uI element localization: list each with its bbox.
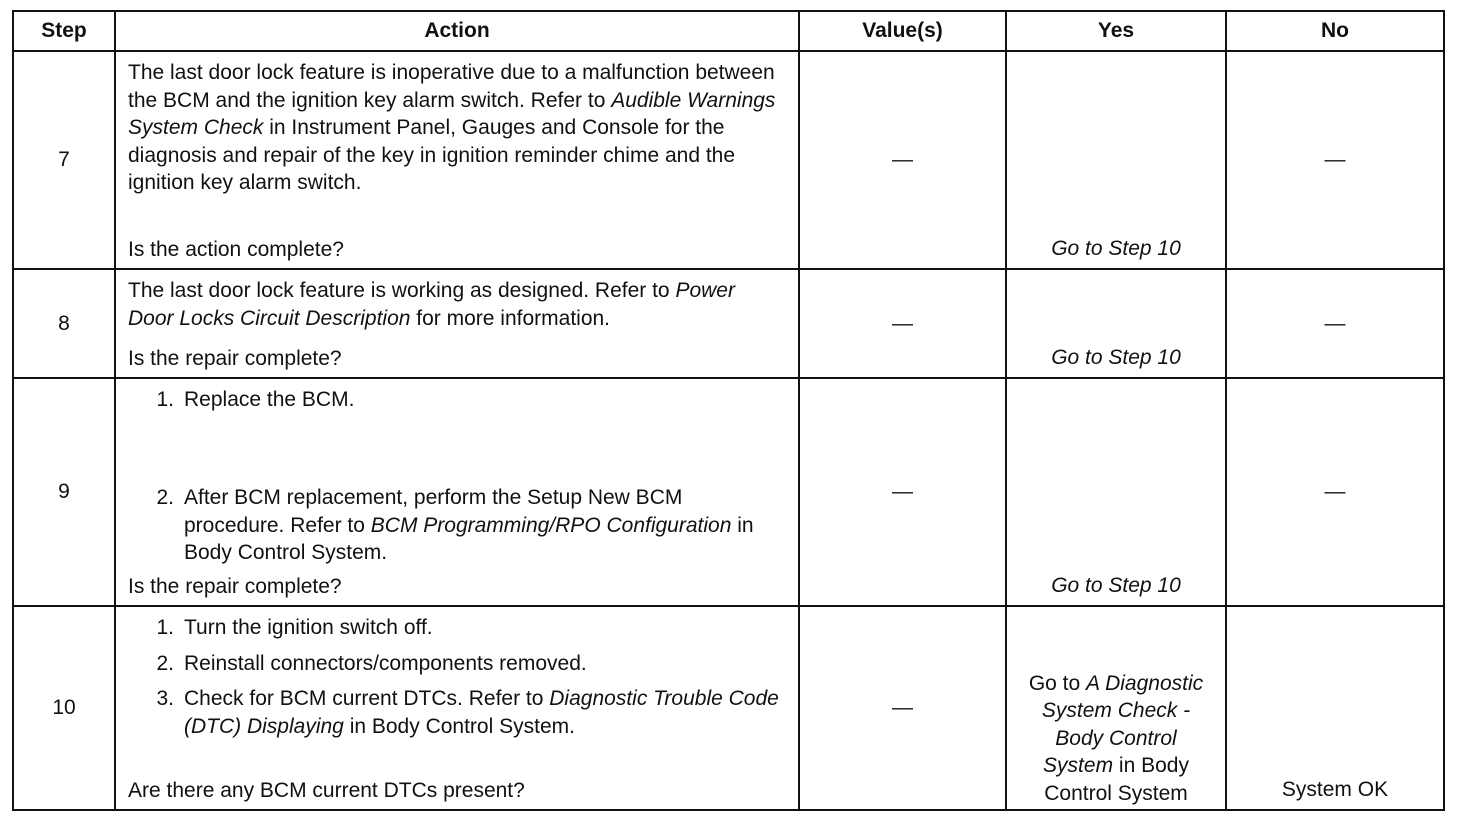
action-text: The last door lock feature is inoperative due to a malfunction between the BCM and the ignition key alarm switch. Refer to Audible Warnings System Check in Instrument Panel, Gauges and Console for the diagnosis and repair of the key in ignition reminder chime and the ignition key alarm switch. <box>128 61 776 194</box>
no-cell: — <box>1226 378 1444 606</box>
diagnostic-table <box>12 10 1445 811</box>
yes-cell: Go to Step 10 <box>1006 378 1226 606</box>
no-cell: System OK <box>1226 606 1444 810</box>
header-step: Step <box>13 11 115 51</box>
yes-cell: Go to Step 10 <box>1006 51 1226 269</box>
header-action: Action <box>115 11 799 51</box>
step-number: 7 <box>13 51 115 269</box>
header-row <box>13 11 1444 51</box>
list-item: 1. Turn the ignition switch off. <box>156 616 433 639</box>
no-cell: — <box>1226 51 1444 269</box>
step-number: 9 <box>13 378 115 606</box>
step-number: 10 <box>13 606 115 810</box>
value-cell: — <box>799 51 1006 269</box>
table-row <box>13 269 1444 378</box>
list-item: 3. Check for BCM current DTCs. Refer to Diagnostic Trouble Code (DTC) Displaying in Body Control System. <box>156 687 779 738</box>
action-list <box>128 614 786 740</box>
table-row <box>13 378 1444 606</box>
action-question: Is the repair complete? <box>128 346 342 370</box>
value-cell: — <box>799 606 1006 810</box>
action-question: Is the repair complete? <box>128 574 342 598</box>
list-item: 2. After BCM replacement, perform the Setup New BCM procedure. Refer to BCM Programming/RPO Configuration in Body Control System. <box>156 486 754 564</box>
action-text: The last door lock feature is working as designed. Refer to Power Door Locks Circuit Description for more information. <box>128 279 735 330</box>
list-item: 2. Reinstall connectors/components removed. <box>156 651 587 675</box>
list-item: 1. Replace the BCM. <box>156 388 355 411</box>
action-question: Is the action complete? <box>128 237 344 261</box>
header-yes: Yes <box>1006 11 1226 51</box>
action-cell <box>115 378 799 606</box>
action-cell <box>115 606 799 810</box>
action-question: Are there any BCM current DTCs present? <box>128 778 525 802</box>
header-values: Value(s) <box>799 11 1006 51</box>
no-cell: — <box>1226 269 1444 378</box>
table-row <box>13 51 1444 269</box>
value-cell: — <box>799 378 1006 606</box>
action-list <box>128 386 786 567</box>
step-number: 8 <box>13 269 115 378</box>
action-cell <box>115 51 799 269</box>
value-cell: — <box>799 269 1006 378</box>
yes-cell: Go to A Diagnostic System Check - Body Control System in Body Control System <box>1006 606 1226 810</box>
header-no: No <box>1226 11 1444 51</box>
yes-cell: Go to Step 10 <box>1006 269 1226 378</box>
action-cell <box>115 269 799 378</box>
table-row <box>13 606 1444 810</box>
